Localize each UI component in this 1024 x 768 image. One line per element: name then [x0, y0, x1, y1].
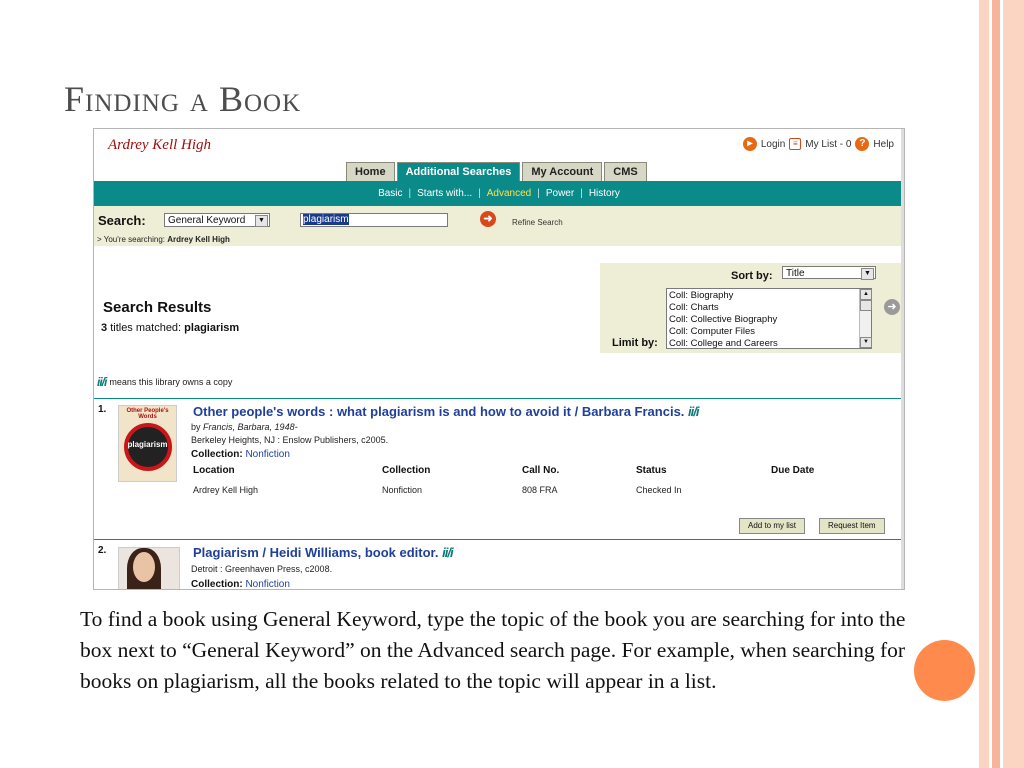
results-divider [94, 398, 904, 399]
tab-my-account[interactable]: My Account [522, 162, 602, 182]
column-header-collection: Collection [382, 465, 431, 476]
search-bar [94, 206, 904, 246]
limit-option[interactable]: Coll: College and Careers [669, 338, 778, 349]
stripe-2 [992, 0, 1000, 768]
results-matched-term: plagiarism [184, 322, 240, 334]
results-divider [94, 539, 904, 540]
limit-option[interactable]: Coll: Biography [669, 290, 734, 301]
search-input[interactable] [300, 213, 448, 227]
result-title-link[interactable] [193, 545, 453, 560]
sort-select[interactable] [782, 266, 876, 279]
sort-limit-panel [600, 263, 904, 353]
page-scrollbar[interactable] [901, 129, 904, 589]
limit-option[interactable]: Coll: Collective Biography [669, 314, 778, 325]
book-cover[interactable] [118, 547, 180, 590]
scroll-up-icon[interactable]: ▲ [860, 289, 872, 300]
subnav-advanced[interactable]: Advanced [486, 188, 532, 199]
subnav-divider: | [537, 188, 540, 199]
decorative-circle [914, 640, 975, 701]
library-logo: Ardrey Kell High [108, 137, 212, 153]
slide-caption: To find a book using General Keyword, type the topic of the book you are searching for into the box next to “General Keyword” on the Advanced search page. For example, when searching for books on plagiarism, all the books related to the topic will appear in a list. [80, 607, 906, 693]
tab-cms[interactable]: CMS [604, 162, 646, 182]
subnav-power[interactable]: Power [545, 188, 575, 199]
result-collection [191, 449, 290, 460]
subnav-history[interactable]: History [588, 188, 620, 199]
searching-prefix: > You're searching: [97, 235, 166, 244]
search-label: Search: [98, 213, 146, 228]
side-stripes [979, 0, 1024, 768]
scroll-down-icon[interactable]: ▼ [860, 337, 872, 348]
searching-scope [97, 235, 230, 244]
collection-link[interactable]: Nonfiction [245, 579, 290, 590]
login-link[interactable]: Login [760, 138, 786, 150]
result-collection [191, 579, 290, 590]
column-header-status: Status [636, 465, 667, 476]
help-link[interactable]: Help [873, 138, 894, 150]
owns-legend [97, 375, 232, 389]
limit-listbox[interactable] [666, 288, 872, 349]
holding-collection: Nonfiction [382, 485, 423, 495]
owns-note: means this library owns a copy [109, 377, 233, 387]
search-go-button[interactable]: ➜ [480, 211, 496, 227]
cover-title: Other People's Words [126, 408, 169, 420]
author-prefix: by [191, 422, 201, 432]
limit-go-button[interactable]: ➜ [884, 299, 900, 315]
my-list-icon[interactable]: ≡ [789, 138, 801, 150]
main-tabs [346, 162, 647, 182]
sort-label: Sort by: [731, 270, 773, 282]
result-number: 2. [98, 545, 107, 556]
stripe-3 [1003, 0, 1024, 768]
login-arrow-icon[interactable]: ▸ [743, 137, 757, 151]
cover-photo-face [133, 552, 155, 582]
holding-call-no: 808 FRA [522, 485, 558, 495]
search-query-text: plagiarism [303, 214, 349, 225]
limit-option[interactable]: Coll: Charts [669, 302, 719, 313]
result-author [191, 422, 298, 432]
owned-copy-icon: ii/i [97, 375, 107, 389]
limit-option[interactable]: Coll: Computer Files [669, 326, 756, 337]
column-header-due-date: Due Date [771, 465, 815, 476]
chevron-down-icon: ▼ [861, 268, 874, 280]
result-title-link[interactable] [193, 404, 699, 419]
result-publisher: Detroit : Greenhaven Press, c2008. [191, 564, 333, 574]
listbox-scrollbar[interactable] [859, 289, 871, 348]
help-icon[interactable]: ? [855, 137, 869, 151]
results-count-number: 3 [101, 322, 108, 334]
author-name[interactable]: Francis, Barbara, 1948- [203, 422, 298, 432]
tab-additional-searches[interactable]: Additional Searches [397, 162, 521, 182]
my-list-link[interactable]: My List - 0 [805, 138, 852, 150]
subnav-starts-with[interactable]: Starts with... [417, 188, 473, 199]
result-publisher: Berkeley Heights, NJ : Enslow Publishers, c2005. [191, 435, 389, 445]
result-title-text[interactable]: Plagiarism / Heidi Williams, book editor. [193, 545, 439, 560]
collection-label: Collection: [191, 449, 243, 460]
search-mode-nav [94, 181, 904, 206]
results-count [101, 322, 239, 334]
scroll-thumb[interactable] [860, 300, 872, 311]
search-type-select[interactable] [164, 213, 270, 227]
column-header-location: Location [193, 465, 235, 476]
subnav-divider: | [478, 188, 481, 199]
owned-copy-icon: ii/i [688, 404, 699, 419]
collection-link[interactable]: Nonfiction [245, 449, 290, 460]
subnav-divider: | [408, 188, 412, 199]
result-title-text[interactable]: Other people's words : what plagiarism is and how to avoid it / Barbara Francis. [193, 404, 685, 419]
results-matched-text: titles matched: [110, 322, 182, 334]
refine-search-link[interactable]: Refine Search [512, 218, 563, 227]
sort-value: Title [786, 268, 805, 279]
collection-label: Collection: [191, 579, 243, 590]
results-heading: Search Results [103, 299, 212, 316]
result-number: 1. [98, 404, 107, 415]
searching-target: Ardrey Kell High [167, 235, 230, 244]
subnav-divider: | [580, 188, 583, 199]
holding-location: Ardrey Kell High [193, 485, 259, 495]
chevron-down-icon: ▼ [255, 215, 268, 227]
limit-label: Limit by: [612, 337, 658, 349]
subnav-basic[interactable]: Basic [378, 188, 403, 199]
slide-title: Finding a Book [64, 79, 302, 119]
top-links [743, 137, 894, 151]
search-type-value: General Keyword [168, 215, 246, 226]
request-item-button[interactable]: Request Item [819, 518, 885, 534]
holding-status: Checked In [636, 485, 682, 495]
add-to-list-button[interactable]: Add to my list [739, 518, 805, 534]
book-cover[interactable] [118, 405, 177, 482]
stripe-1 [979, 0, 989, 768]
column-header-call-no: Call No. [522, 465, 560, 476]
owned-copy-icon: ii/i [442, 545, 453, 560]
cover-word: plagiarism [127, 440, 168, 449]
tab-home[interactable]: Home [346, 162, 395, 182]
catalog-screenshot [93, 128, 905, 590]
